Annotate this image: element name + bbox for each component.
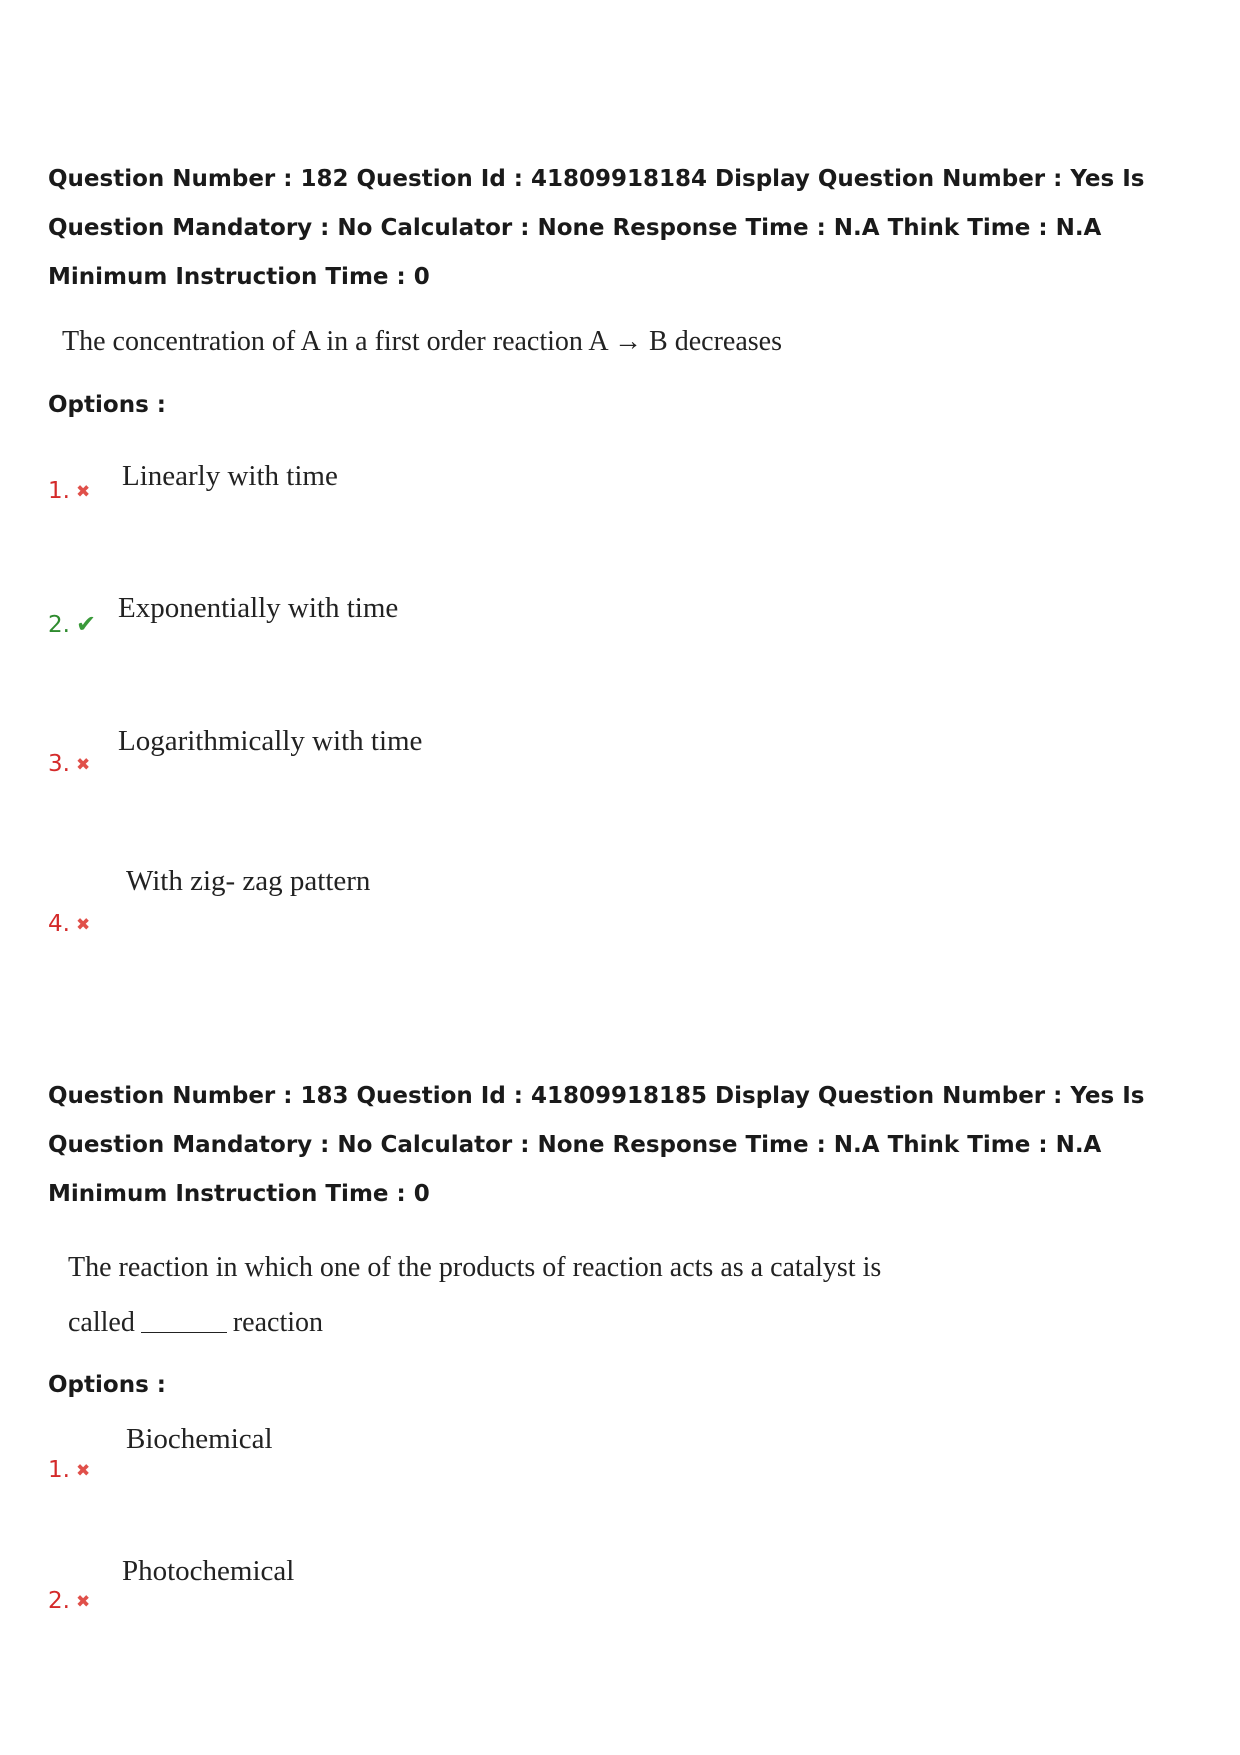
cross-icon: ✖ bbox=[75, 1461, 91, 1481]
question-182 bbox=[48, 155, 1208, 302]
cross-icon: ✖ bbox=[75, 915, 91, 935]
option-number: 2. bbox=[48, 1588, 70, 1614]
option-number: 1. bbox=[48, 1457, 70, 1483]
option-1-marker bbox=[48, 478, 90, 504]
option-number: 4. bbox=[48, 911, 70, 937]
question-text-before-blank: called bbox=[68, 1307, 135, 1338]
option-3-marker bbox=[48, 751, 90, 777]
option-2-text: Exponentially with time bbox=[118, 592, 399, 624]
options-label: Options : bbox=[48, 1372, 166, 1398]
options-label: Options : bbox=[48, 392, 166, 418]
option-number: 3. bbox=[48, 751, 70, 777]
question-meta: Question Number : 183 Question Id : 41809918185 Display Question Number : Yes Is Question Mandatory : No Calculator : None Response Time : N.A Think Time : N.A Minimum Instruction Time : 0 bbox=[48, 1083, 1145, 1207]
question-text-after-blank: reaction bbox=[232, 1307, 324, 1338]
option-1-marker bbox=[48, 1457, 90, 1483]
option-3-text: Logarithmically with time bbox=[118, 725, 423, 757]
cross-icon: ✖ bbox=[75, 1592, 91, 1612]
option-number: 1. bbox=[48, 478, 70, 504]
cross-icon: ✖ bbox=[75, 755, 91, 775]
option-2-text: Photochemical bbox=[122, 1555, 295, 1587]
option-4-marker bbox=[48, 911, 90, 937]
question-text-line-2 bbox=[68, 1295, 323, 1350]
question-183 bbox=[48, 1072, 1208, 1219]
check-icon: ✔ bbox=[75, 610, 97, 638]
question-text-line-1: The reaction in which one of the products of reaction acts as a catalyst is bbox=[68, 1252, 882, 1283]
option-4-text: With zig- zag pattern bbox=[126, 865, 371, 897]
cross-icon: ✖ bbox=[75, 482, 91, 502]
question-meta: Question Number : 182 Question Id : 41809918184 Display Question Number : Yes Is Question Mandatory : No Calculator : None Response Time : N.A Think Time : N.A Minimum Instruction Time : 0 bbox=[48, 166, 1145, 290]
option-2-marker bbox=[48, 1588, 90, 1614]
option-1-text: Linearly with time bbox=[122, 460, 338, 492]
option-1-text: Biochemical bbox=[126, 1423, 273, 1455]
fill-in-blank bbox=[141, 1332, 227, 1333]
option-number: 2. bbox=[48, 612, 70, 638]
question-text: The concentration of A in a first order reaction A → B decreases bbox=[62, 326, 782, 357]
option-2-marker bbox=[48, 610, 96, 638]
